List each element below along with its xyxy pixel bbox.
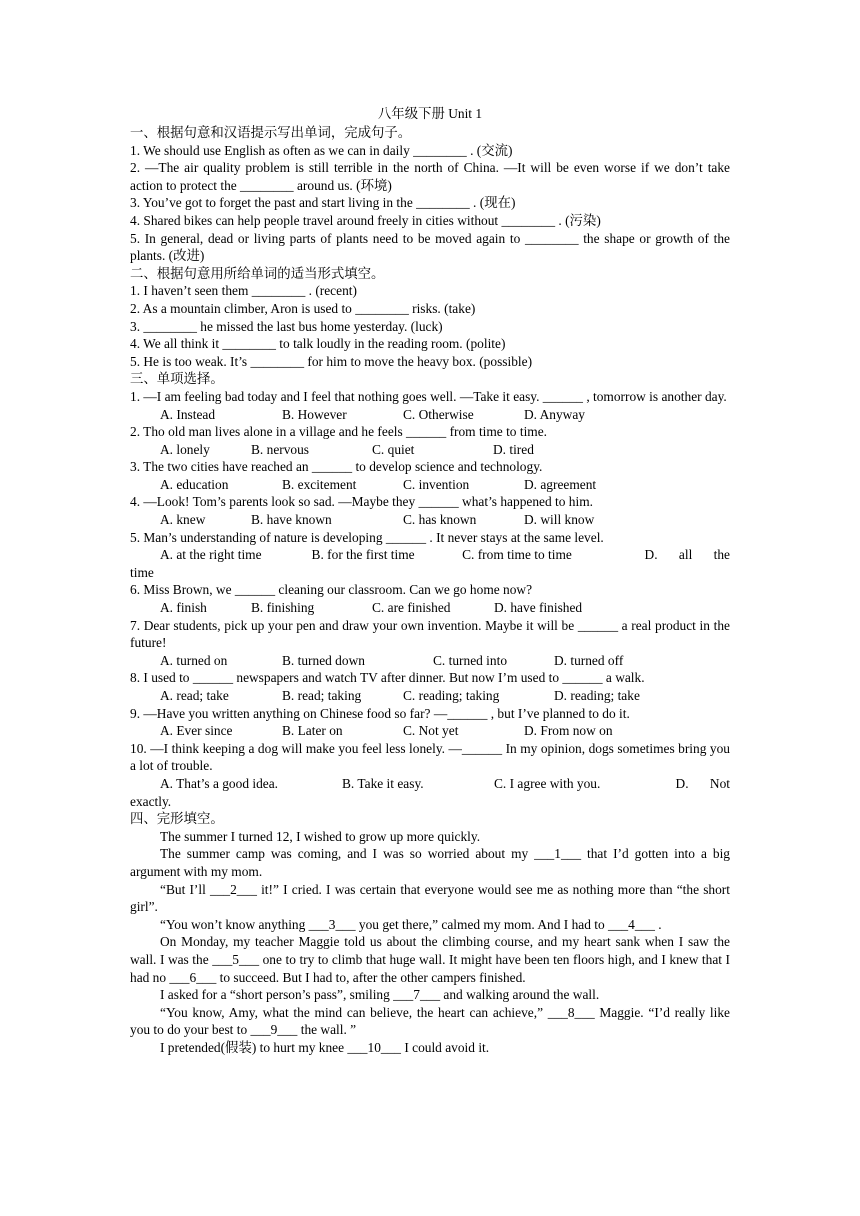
section-2-heading: 二、根据句意用所给单词的适当形式填空。 [130,265,385,281]
mc-options-6 [130,599,730,617]
option: B. read; taking [282,688,362,703]
section-1-heading: 一、根据句意和汉语提示写出单词，完成句子。 [130,125,412,140]
option: B. for the first time [311,547,415,563]
mc-question-5: 5. Man’s understanding of nature is developing ______ . It never stays at the same level. [130,529,604,545]
mc-question-7: 7. Dear students, pick up your pen and draw your own invention. Maybe it will be ______ a real product in the future! [130,617,730,651]
option: C. from time to time [462,547,572,563]
option: D. will know [524,512,595,528]
option: C. turned into [433,652,508,668]
s2-item-5: 5. He is too weak. It’s ________ for him to move the heavy box. (possible) [130,353,533,369]
option: B. Take it easy. [342,775,424,791]
option: C. reading; taking [403,688,500,703]
option: A. That’s a good idea. [160,775,279,791]
cloze-paragraph: The summer camp was coming, and I was so worried about my ___1___ that I’d gotten into a big argument with my mom. [130,846,730,879]
option: A. at the right time [160,547,262,563]
option: D. reading; take [554,688,640,703]
mc-options-8 [130,687,730,705]
s2-item-2: 2. As a mountain climber, Aron is used to ________ risks. (take) [130,300,476,316]
cloze-paragraph: On Monday, my teacher Maggie told us about the climbing course, and my heart sank when I saw the wall. I was the ___5___ one to try to climb that huge wall. It might have been ten floors high, and I knew that I had no ___6___ to succeed. But I had to, after the other campers finished. [130,934,730,985]
mc-question-1: 1. —I am feeling bad today and I feel that nothing goes well. —Take it easy. ______ , tomorrow is another day. [130,388,727,404]
option: B. However [282,406,347,422]
option: C. I agree with you. [494,775,601,791]
s1-item-4: 4. Shared bikes can help people travel around freely in cities without ________ . (污染) [130,212,601,228]
s1-item-2: 2. —The air quality problem is still terrible in the north of China. —It will be even worse if we don’t take action to protect the ________ around us. (环境) [130,160,730,193]
s1-item-5: 5. In general, dead or living parts of plants need to be moved again to ________ the shape or growth of the plants. (改进) [130,230,730,264]
worksheet-title: 八年级下册 Unit 1 [377,106,483,121]
mc-question-2: 2. Tho old man lives alone in a village and he feels ______ from time to time. [130,424,547,440]
option: A. finish [160,600,207,616]
mc-option-5-wrap: time [130,564,154,580]
mc-question-4: 4. —Look! Tom’s parents look so sad. —Maybe they ______ what’s happened to him. [130,494,593,510]
option: A. turned on [160,652,228,668]
mc-options-2 [130,441,730,459]
option: A. Ever since [160,723,233,739]
mc-options-7 [130,652,730,670]
option: B. turned down [282,652,365,668]
mc-question-10: 10. —I think keeping a dog will make you feel less lonely. —______ In my opinion, dogs sometimes bring you a lot of trouble. [130,740,730,774]
option: C. invention [403,476,470,492]
s1-item-3: 3. You’ve got to forget the past and start living in the ________ . (现在) [130,195,516,211]
option: B. have known [251,512,332,528]
option: D. agreement [524,476,597,492]
mc-question-3: 3. The two cities have reached an ______ to develop science and technology. [130,459,543,475]
mc-options-1 [130,406,730,424]
option: C. Not yet [403,723,459,739]
option: D. Not [675,775,730,791]
cloze-paragraph: The summer I turned 12, I wished to grow up more quickly. [160,828,481,844]
cloze-paragraph: I pretended(假装) to hurt my knee ___10___ I could avoid it. [160,1039,490,1055]
option: A. lonely [160,441,210,457]
mc-options-4 [130,511,730,529]
option: D. Anyway [524,406,585,422]
mc-options-9 [130,722,730,740]
mc-question-9: 9. —Have you written anything on Chinese food so far? —______ , but I’ve planned to do it. [130,705,630,721]
option: C. quiet [372,441,415,457]
option: B. excitement [282,476,357,492]
mc-question-6: 6. Miss Brown, we ______ cleaning our classroom. Can we go home now? [130,582,533,598]
worksheet [130,104,730,1056]
mc-option-10-wrap: exactly. [130,793,172,809]
s2-item-4: 4. We all think it ________ to talk loudly in the reading room. (polite) [130,336,506,352]
mc-question-8: 8. I used to ______ newspapers and watch TV after dinner. But now I’m used to ______ a walk. [130,670,645,686]
s1-item-1: 1. We should use English as often as we can in daily ________ . (交流) [130,142,513,158]
option: C. are finished [372,600,451,616]
cloze-paragraph: “You know, Amy, what the mind can believe, the heart can achieve,” ___8___ Maggie. “I’d really like you to do your best to ___9___ the wall. ” [130,1004,730,1038]
option: C. has known [403,512,477,528]
mc-options-10 [130,775,730,793]
option: D. have finished [494,600,583,616]
option: A. read; take [160,688,229,703]
s2-item-1: 1. I haven’t seen them ________ . (recent) [130,283,357,299]
section-4-heading: 四、完形填空。 [130,811,224,827]
option: D. all the [644,547,731,563]
section-3-heading: 三、单项选择。 [130,371,224,387]
option: D. tired [493,441,534,457]
s2-item-3: 3. ________ he missed the last bus home yesterday. (luck) [130,318,443,334]
option: A. Instead [160,406,216,422]
option: B. nervous [251,441,310,457]
option: B. finishing [251,600,315,616]
cloze-paragraph: “You won’t know anything ___3___ you get there,” calmed my mom. And I had to ___4___ . [160,916,662,932]
option: A. knew [160,512,206,528]
cloze-paragraph: “But I’ll ___2___ it!” I cried. I was certain that everyone would see me as nothing more than “the short girl”. [130,881,730,915]
option: D. turned off [554,652,624,668]
option: C. Otherwise [403,406,474,422]
mc-options-3 [130,476,730,494]
mc-options-5 [130,546,730,564]
option: B. Later on [282,723,343,739]
cloze-paragraph: I asked for a “short person’s pass”, smiling ___7___ and walking around the wall. [160,987,600,1003]
option: D. From now on [524,723,613,739]
option: A. education [160,476,229,492]
